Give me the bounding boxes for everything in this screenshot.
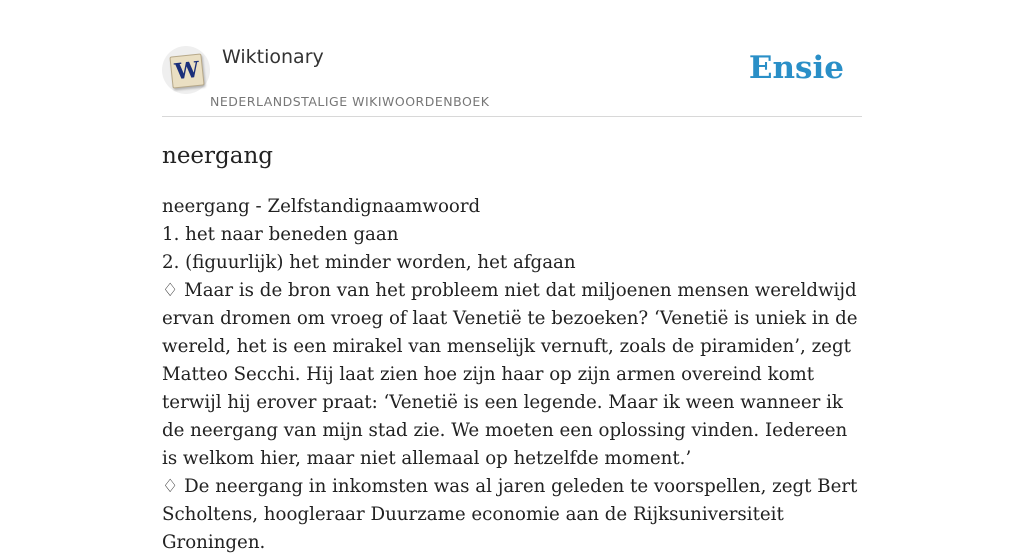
page (162, 0, 862, 557)
entry-body (162, 193, 862, 557)
definition-2: 2. (figuurlijk) het minder worden, het afgaan (162, 252, 576, 273)
logo-tile: W (169, 53, 204, 88)
example-2: ♢ De neergang in inkomsten was al jaren geleden te voorspellen, zegt Bert Scholtens, hoogleraar Duurzame economie aan de Rijksuniversiteit Groningen. (162, 476, 858, 553)
site-name[interactable]: Wiktionary (222, 46, 324, 68)
header (162, 0, 862, 117)
site-subtitle: NEDERLANDSTALIGE WIKIWOORDENBOEK (210, 94, 490, 109)
definition-1: 1. het naar beneden gaan (162, 224, 399, 245)
wiktionary-logo-icon[interactable] (162, 46, 210, 94)
example-1: ♢ Maar is de bron van het probleem niet dat miljoenen mensen wereldwijd ervan dromen om vroeg of laat Venetië te bezoeken? ‘Venetië is uniek in de wereld, het is een mirakel van menselijk vernuft, zoals de piramiden’, zegt Matteo Secchi. Hij laat zien hoe zijn haar op zijn armen overeind komt terwijl hij erover praat: ‘Venetië is een legende. Maar ik ween wanneer ik de neergang van mijn stad zie. We moeten een oplossing vinden. Iedereen is welkom hier, maar niet allemaal op hetzelfde moment.’ (162, 280, 858, 469)
word-type: neergang - Zelfstandignaamwoord (162, 196, 481, 217)
page-title: neergang (162, 143, 274, 169)
ensie-logo-link[interactable]: Ensie (748, 50, 844, 86)
